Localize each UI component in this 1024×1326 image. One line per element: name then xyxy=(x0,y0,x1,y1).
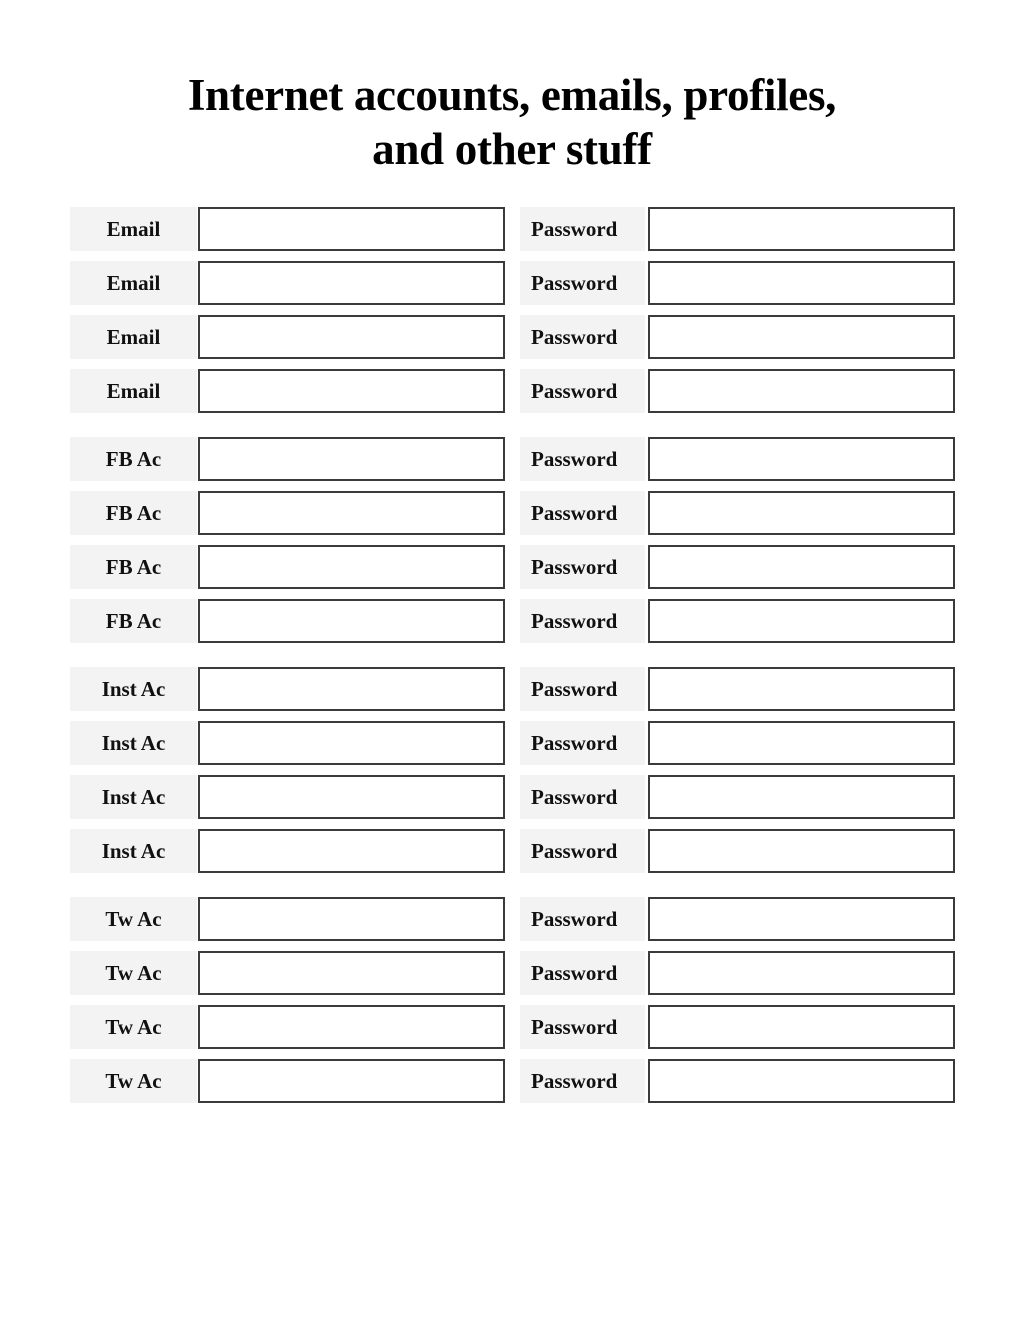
password-label: Password xyxy=(520,721,645,765)
account-pair xyxy=(70,369,505,413)
account-label-email: Email xyxy=(70,315,197,359)
password-field-box[interactable] xyxy=(648,491,955,535)
account-field-box[interactable] xyxy=(198,1059,505,1103)
password-input[interactable] xyxy=(650,1061,953,1101)
password-label: Password xyxy=(520,829,645,873)
password-label: Password xyxy=(520,437,645,481)
password-field-box[interactable] xyxy=(648,951,955,995)
account-input[interactable] xyxy=(200,209,503,249)
password-pair xyxy=(520,437,955,481)
account-pair xyxy=(70,491,505,535)
account-pair xyxy=(70,897,505,941)
password-pair xyxy=(520,775,955,819)
credential-row xyxy=(70,315,955,359)
credential-row xyxy=(70,599,955,643)
password-input[interactable] xyxy=(650,601,953,641)
account-pair xyxy=(70,951,505,995)
password-field-box[interactable] xyxy=(648,721,955,765)
password-label: Password xyxy=(520,897,645,941)
password-label: Password xyxy=(520,491,645,535)
section-facebook xyxy=(70,437,955,643)
account-input[interactable] xyxy=(200,547,503,587)
account-input[interactable] xyxy=(200,1007,503,1047)
credential-row xyxy=(70,369,955,413)
account-field-box[interactable] xyxy=(198,829,505,873)
password-field-box[interactable] xyxy=(648,545,955,589)
password-label: Password xyxy=(520,545,645,589)
password-pair xyxy=(520,491,955,535)
password-label: Password xyxy=(520,369,645,413)
account-field-box[interactable] xyxy=(198,545,505,589)
password-field-box[interactable] xyxy=(648,1005,955,1049)
account-field-box[interactable] xyxy=(198,599,505,643)
account-input[interactable] xyxy=(200,953,503,993)
account-pair xyxy=(70,437,505,481)
section-twitter xyxy=(70,897,955,1103)
account-label-twitter: Tw Ac xyxy=(70,1059,197,1103)
credential-row xyxy=(70,721,955,765)
account-label-twitter: Tw Ac xyxy=(70,951,197,995)
account-label-facebook: FB Ac xyxy=(70,437,197,481)
account-field-box[interactable] xyxy=(198,897,505,941)
account-field-box[interactable] xyxy=(198,951,505,995)
password-input[interactable] xyxy=(650,439,953,479)
password-label: Password xyxy=(520,261,645,305)
account-input[interactable] xyxy=(200,493,503,533)
page-title xyxy=(0,68,1024,176)
password-input[interactable] xyxy=(650,1007,953,1047)
password-label: Password xyxy=(520,599,645,643)
account-input[interactable] xyxy=(200,723,503,763)
account-input[interactable] xyxy=(200,899,503,939)
account-input[interactable] xyxy=(200,601,503,641)
account-label-instagram: Inst Ac xyxy=(70,721,197,765)
password-field-box[interactable] xyxy=(648,1059,955,1103)
account-input[interactable] xyxy=(200,263,503,303)
section-instagram xyxy=(70,667,955,873)
account-field-box[interactable] xyxy=(198,437,505,481)
password-input[interactable] xyxy=(650,493,953,533)
password-label: Password xyxy=(520,775,645,819)
password-input[interactable] xyxy=(650,831,953,871)
account-pair xyxy=(70,599,505,643)
account-field-box[interactable] xyxy=(198,667,505,711)
account-pair xyxy=(70,721,505,765)
accounts-form xyxy=(70,207,955,1103)
password-pair xyxy=(520,667,955,711)
account-field-box[interactable] xyxy=(198,261,505,305)
password-field-box[interactable] xyxy=(648,315,955,359)
password-label: Password xyxy=(520,951,645,995)
password-label: Password xyxy=(520,1005,645,1049)
account-input[interactable] xyxy=(200,317,503,357)
password-field-box[interactable] xyxy=(648,599,955,643)
password-pair xyxy=(520,721,955,765)
password-field-box[interactable] xyxy=(648,667,955,711)
password-label: Password xyxy=(520,667,645,711)
credential-row xyxy=(70,437,955,481)
password-input[interactable] xyxy=(650,669,953,709)
password-pair xyxy=(520,545,955,589)
account-field-box[interactable] xyxy=(198,207,505,251)
password-input[interactable] xyxy=(650,953,953,993)
account-label-email: Email xyxy=(70,369,197,413)
password-label: Password xyxy=(520,1059,645,1103)
password-input[interactable] xyxy=(650,777,953,817)
password-pair xyxy=(520,599,955,643)
password-input[interactable] xyxy=(650,899,953,939)
account-label-facebook: FB Ac xyxy=(70,491,197,535)
account-pair xyxy=(70,775,505,819)
account-pair xyxy=(70,261,505,305)
password-field-box[interactable] xyxy=(648,775,955,819)
password-field-box[interactable] xyxy=(648,207,955,251)
account-field-box[interactable] xyxy=(198,369,505,413)
account-label-instagram: Inst Ac xyxy=(70,667,197,711)
account-input[interactable] xyxy=(200,669,503,709)
password-input[interactable] xyxy=(650,723,953,763)
account-field-box[interactable] xyxy=(198,775,505,819)
account-input[interactable] xyxy=(200,831,503,871)
password-pair xyxy=(520,315,955,359)
credential-row xyxy=(70,1005,955,1049)
password-field-box[interactable] xyxy=(648,369,955,413)
section-email xyxy=(70,207,955,413)
account-input[interactable] xyxy=(200,439,503,479)
account-label-instagram: Inst Ac xyxy=(70,829,197,873)
credential-row xyxy=(70,775,955,819)
account-pair xyxy=(70,315,505,359)
account-pair xyxy=(70,1005,505,1049)
account-field-box[interactable] xyxy=(198,491,505,535)
account-pair xyxy=(70,667,505,711)
password-input[interactable] xyxy=(650,263,953,303)
credential-row xyxy=(70,897,955,941)
password-field-box[interactable] xyxy=(648,261,955,305)
password-field-box[interactable] xyxy=(648,897,955,941)
credential-row xyxy=(70,951,955,995)
account-label-facebook: FB Ac xyxy=(70,599,197,643)
password-field-box[interactable] xyxy=(648,437,955,481)
account-input[interactable] xyxy=(200,777,503,817)
credential-row xyxy=(70,667,955,711)
password-input[interactable] xyxy=(650,547,953,587)
credential-row xyxy=(70,829,955,873)
password-pair xyxy=(520,261,955,305)
password-label: Password xyxy=(520,207,645,251)
account-field-box[interactable] xyxy=(198,721,505,765)
account-label-twitter: Tw Ac xyxy=(70,897,197,941)
credential-row xyxy=(70,261,955,305)
password-input[interactable] xyxy=(650,317,953,357)
account-label-email: Email xyxy=(70,261,197,305)
password-pair xyxy=(520,207,955,251)
password-pair xyxy=(520,897,955,941)
password-label: Password xyxy=(520,315,645,359)
page-title-line-2: and other stuff xyxy=(372,124,652,174)
credential-row xyxy=(70,491,955,535)
account-pair xyxy=(70,545,505,589)
credential-row xyxy=(70,545,955,589)
page-title-line-1: Internet accounts, emails, profiles, xyxy=(187,70,837,120)
password-field-box[interactable] xyxy=(648,829,955,873)
account-label-instagram: Inst Ac xyxy=(70,775,197,819)
password-pair xyxy=(520,951,955,995)
credential-row xyxy=(70,207,955,251)
account-field-box[interactable] xyxy=(198,1005,505,1049)
account-pair xyxy=(70,1059,505,1103)
password-pair xyxy=(520,369,955,413)
account-pair xyxy=(70,829,505,873)
credential-row xyxy=(70,1059,955,1103)
account-pair xyxy=(70,207,505,251)
account-label-facebook: FB Ac xyxy=(70,545,197,589)
password-pair xyxy=(520,1005,955,1049)
account-input[interactable] xyxy=(200,371,503,411)
account-input[interactable] xyxy=(200,1061,503,1101)
password-input[interactable] xyxy=(650,209,953,249)
account-field-box[interactable] xyxy=(198,315,505,359)
password-pair xyxy=(520,829,955,873)
account-label-email: Email xyxy=(70,207,197,251)
password-pair xyxy=(520,1059,955,1103)
password-input[interactable] xyxy=(650,371,953,411)
account-label-twitter: Tw Ac xyxy=(70,1005,197,1049)
